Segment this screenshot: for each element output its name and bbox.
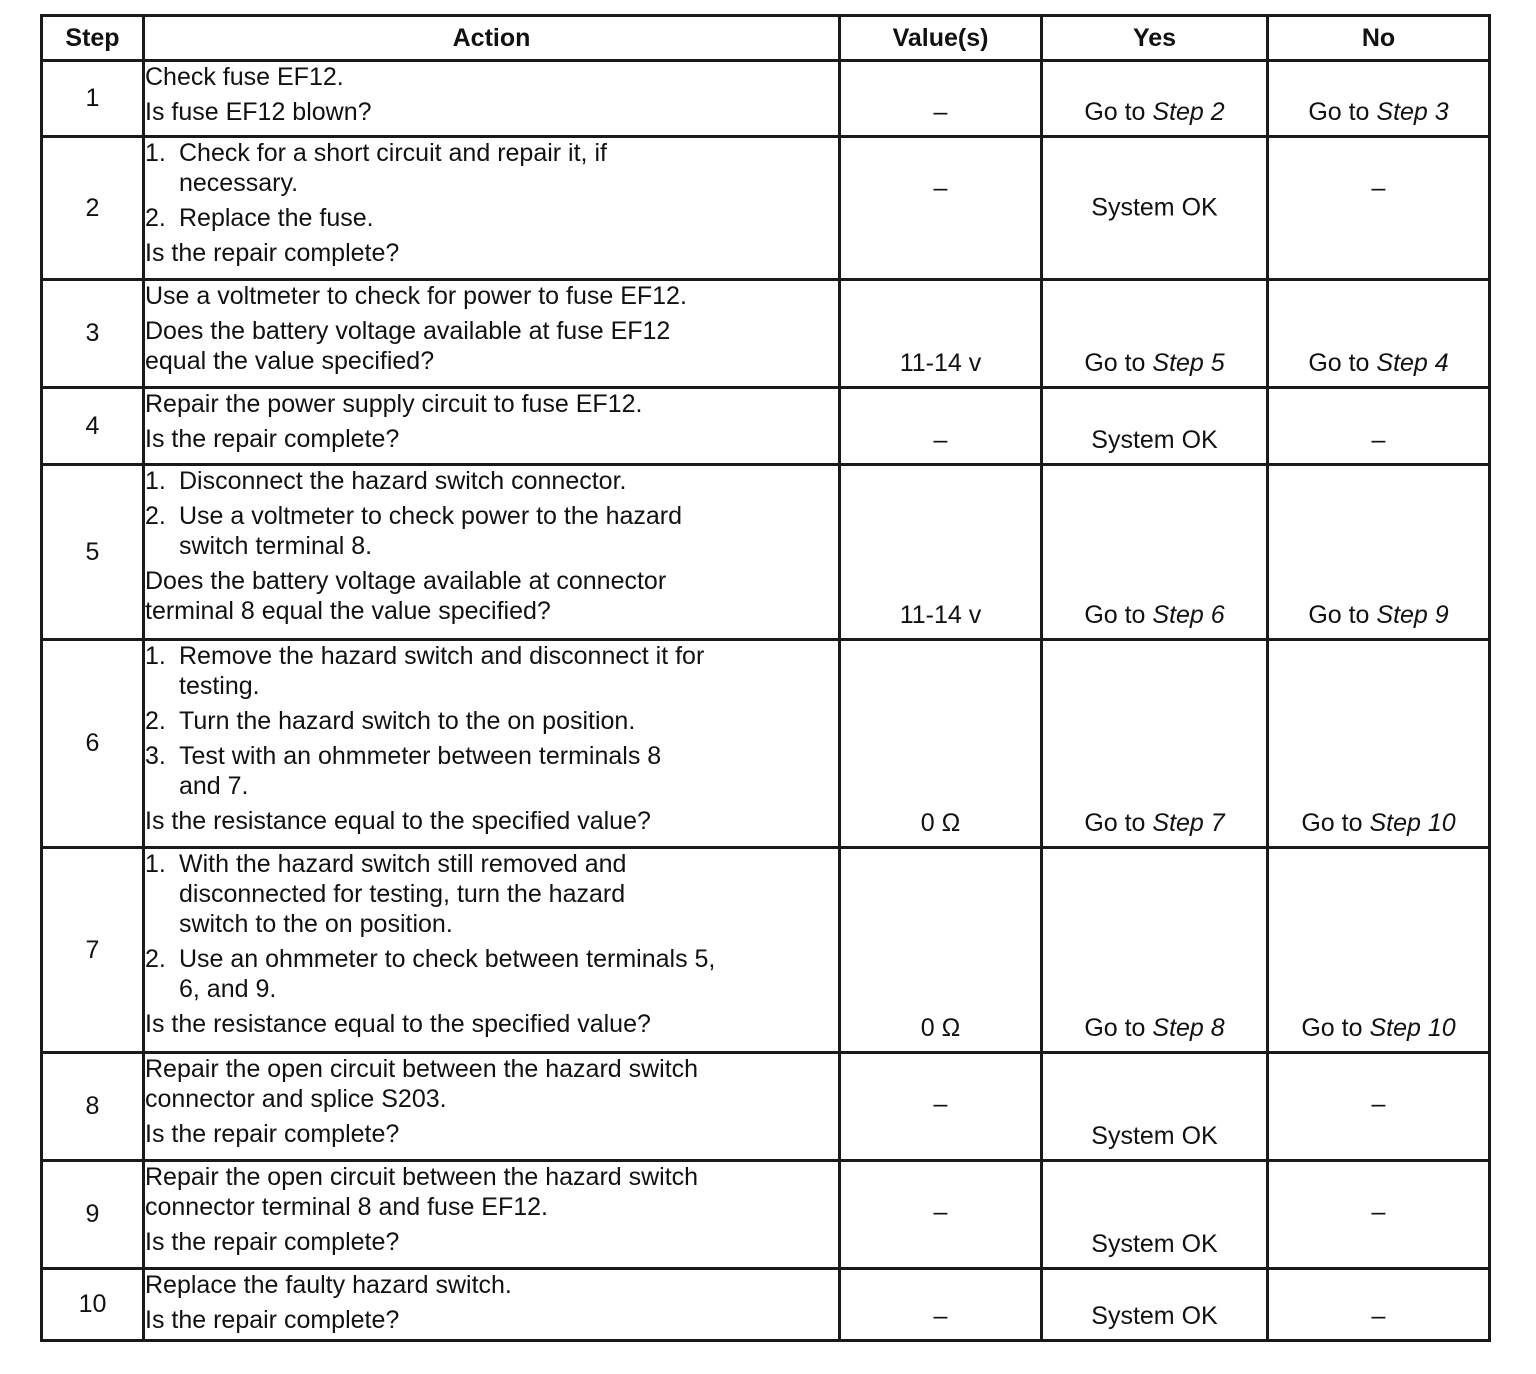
goto-prefix: Go to (1301, 809, 1370, 837)
action-continuation-line: disconnected for testing, turn the hazard (179, 880, 626, 908)
step-number: 4 (42, 388, 144, 465)
value-text: – (933, 426, 948, 454)
table-row (42, 280, 1490, 388)
step-reference: Step 9 (1376, 601, 1449, 629)
step-number: 5 (42, 465, 144, 640)
step-number: 1 (42, 61, 144, 137)
action-cell (144, 1053, 840, 1161)
value-text: – (933, 1302, 948, 1330)
value-text: – (933, 98, 948, 126)
action-line-number: 2. (145, 945, 166, 973)
step-reference: Step 4 (1376, 349, 1449, 377)
action-line: Replace the faulty hazard switch. (145, 1271, 512, 1299)
action-line: Is the repair complete? (145, 1228, 400, 1256)
goto-prefix: Go to (1308, 601, 1377, 629)
no-cell (1268, 61, 1490, 137)
step-reference: Step 3 (1376, 98, 1449, 126)
no-goto (1269, 1014, 1488, 1043)
action-line: Use a voltmeter to check for power to fuse EF12. (145, 282, 687, 310)
value-cell (840, 1161, 1042, 1269)
value-text: 0 Ω (920, 809, 961, 837)
yes-cell (1042, 280, 1268, 388)
no-cell (1268, 280, 1490, 388)
value-cell (840, 137, 1042, 280)
yes-cell (1042, 848, 1268, 1053)
no-cell (1268, 1161, 1490, 1269)
action-continuation-line: testing. (179, 672, 260, 700)
value-text: 11-14 v (899, 601, 982, 629)
action-line-number: 3. (145, 742, 166, 770)
value-text: – (933, 1090, 948, 1118)
action-continuation-line: connector terminal 8 and fuse EF12. (145, 1193, 549, 1221)
action-numbered-line (145, 706, 838, 736)
value-cell (840, 465, 1042, 640)
header-step: Step (42, 16, 144, 61)
action-line: Is the repair complete? (145, 425, 400, 453)
action-line: Repair the open circuit between the hazard switch (145, 1163, 699, 1191)
table-row (42, 848, 1490, 1053)
action-line: Is the resistance equal to the specified value? (145, 807, 651, 835)
action-line-text: With the hazard switch still removed and (179, 850, 627, 878)
yes-goto (1043, 349, 1266, 378)
no-cell (1268, 465, 1490, 640)
action-line: Is the repair complete? (145, 1120, 400, 1148)
yes-text: System OK (1091, 1302, 1218, 1330)
action-line: Is the repair complete? (145, 239, 400, 267)
value-cell (840, 1053, 1042, 1161)
no-text: – (1371, 426, 1386, 454)
table-row (42, 61, 1490, 137)
no-cell (1268, 848, 1490, 1053)
action-line-text: Replace the fuse. (179, 204, 374, 232)
action-line: Is fuse EF12 blown? (145, 98, 372, 126)
step-number: 2 (42, 137, 144, 280)
yes-goto (1043, 98, 1266, 127)
yes-text: System OK (1091, 1230, 1218, 1258)
yes-text: System OK (1091, 426, 1218, 454)
action-cell (144, 1269, 840, 1341)
header-no: No (1268, 16, 1490, 61)
header-yes: Yes (1042, 16, 1268, 61)
action-line-number: 1. (145, 642, 166, 670)
value-cell (840, 1269, 1042, 1341)
action-line: Is the repair complete? (145, 1306, 400, 1334)
action-continuation-line: connector and splice S203. (145, 1085, 447, 1113)
goto-prefix: Go to (1084, 349, 1153, 377)
table-row (42, 1269, 1490, 1341)
yes-cell (1042, 1269, 1268, 1341)
value-cell (840, 640, 1042, 848)
table-row (42, 137, 1490, 280)
no-goto (1269, 809, 1488, 838)
action-numbered-line (145, 501, 838, 531)
step-reference: Step 2 (1152, 98, 1225, 126)
action-numbered-line (145, 944, 838, 974)
no-cell (1268, 137, 1490, 280)
action-cell (144, 137, 840, 280)
yes-cell (1042, 61, 1268, 137)
step-number: 9 (42, 1161, 144, 1269)
action-line: Repair the power supply circuit to fuse EF12. (145, 390, 643, 418)
action-line-text: Turn the hazard switch to the on position. (179, 707, 636, 735)
action-cell (144, 280, 840, 388)
goto-prefix: Go to (1084, 1014, 1153, 1042)
table-row (42, 388, 1490, 465)
header-value: Value(s) (840, 16, 1042, 61)
action-continuation-line: terminal 8 equal the value specified? (145, 597, 551, 625)
value-cell (840, 61, 1042, 137)
action-line-text: Test with an ohmmeter between terminals 8 (179, 742, 662, 770)
goto-prefix: Go to (1308, 349, 1377, 377)
action-line-number: 2. (145, 707, 166, 735)
yes-text: System OK (1091, 193, 1218, 222)
no-text: – (1371, 1198, 1386, 1226)
action-numbered-line (145, 466, 838, 496)
value-cell (840, 280, 1042, 388)
step-number: 8 (42, 1053, 144, 1161)
value-text: – (933, 1198, 948, 1226)
goto-prefix: Go to (1301, 1014, 1370, 1042)
table-row (42, 1053, 1490, 1161)
action-cell (144, 388, 840, 465)
step-number: 7 (42, 848, 144, 1053)
step-reference: Step 6 (1152, 601, 1225, 629)
action-continuation-line: 6, and 9. (179, 975, 277, 1003)
action-line: Does the battery voltage available at fuse EF12 (145, 317, 671, 345)
no-cell (1268, 640, 1490, 848)
step-reference: Step 10 (1369, 1014, 1456, 1042)
yes-cell (1042, 640, 1268, 848)
action-numbered-line (145, 138, 838, 168)
action-line-number: 1. (145, 139, 166, 167)
action-numbered-line (145, 203, 838, 233)
value-cell (840, 388, 1042, 465)
yes-goto (1043, 809, 1266, 838)
no-text: – (1371, 1302, 1386, 1330)
action-line-number: 1. (145, 850, 166, 878)
action-line: Check fuse EF12. (145, 63, 344, 91)
no-text: – (1371, 174, 1386, 202)
action-line-number: 1. (145, 467, 166, 495)
no-goto (1269, 349, 1488, 378)
diagnostic-table (40, 14, 1491, 1342)
action-line-text: Remove the hazard switch and disconnect it for (179, 642, 705, 670)
action-line: Does the battery voltage available at connector (145, 567, 667, 595)
yes-cell (1042, 465, 1268, 640)
goto-prefix: Go to (1084, 809, 1153, 837)
step-reference: Step 10 (1369, 809, 1456, 837)
yes-cell (1042, 1161, 1268, 1269)
action-line: Repair the open circuit between the hazard switch (145, 1055, 699, 1083)
header-action: Action (144, 16, 840, 61)
no-goto (1269, 601, 1488, 630)
action-cell (144, 848, 840, 1053)
yes-text: System OK (1091, 1122, 1218, 1150)
goto-prefix: Go to (1308, 98, 1377, 126)
yes-cell (1042, 137, 1268, 280)
action-line-number: 2. (145, 204, 166, 232)
value-text: 11-14 v (899, 349, 982, 377)
action-line-text: Use an ohmmeter to check between terminals 5, (179, 945, 716, 973)
step-reference: Step 7 (1152, 809, 1225, 837)
table-row (42, 1161, 1490, 1269)
value-text: 0 Ω (920, 1014, 961, 1042)
value-text: – (933, 174, 948, 202)
yes-goto (1043, 601, 1266, 630)
step-number: 6 (42, 640, 144, 848)
action-line-text: Check for a short circuit and repair it, if (179, 139, 607, 167)
yes-goto (1043, 1014, 1266, 1043)
action-numbered-line (145, 849, 838, 879)
value-cell (840, 848, 1042, 1053)
action-continuation-line: switch to the on position. (179, 910, 453, 938)
no-cell (1268, 1269, 1490, 1341)
goto-prefix: Go to (1084, 601, 1153, 629)
action-continuation-line: necessary. (179, 169, 299, 197)
action-cell (144, 640, 840, 848)
no-cell (1268, 388, 1490, 465)
step-number: 3 (42, 280, 144, 388)
yes-cell (1042, 1053, 1268, 1161)
action-cell (144, 1161, 840, 1269)
action-cell (144, 465, 840, 640)
yes-cell (1042, 388, 1268, 465)
table-row (42, 465, 1490, 640)
action-line-number: 2. (145, 502, 166, 530)
action-numbered-line (145, 641, 838, 671)
no-goto (1269, 98, 1488, 127)
no-cell (1268, 1053, 1490, 1161)
action-numbered-line (145, 741, 838, 771)
action-cell (144, 61, 840, 137)
step-reference: Step 8 (1152, 1014, 1225, 1042)
action-continuation-line: switch terminal 8. (179, 532, 373, 560)
step-reference: Step 5 (1152, 349, 1225, 377)
action-continuation-line: and 7. (179, 772, 249, 800)
action-line-text: Disconnect the hazard switch connector. (179, 467, 627, 495)
action-continuation-line: equal the value specified? (145, 347, 435, 375)
action-line: Is the resistance equal to the specified value? (145, 1010, 651, 1038)
action-line-text: Use a voltmeter to check power to the hazard (179, 502, 683, 530)
step-number: 10 (42, 1269, 144, 1341)
no-text: – (1371, 1090, 1386, 1118)
goto-prefix: Go to (1084, 98, 1153, 126)
table-row (42, 640, 1490, 848)
header-row (42, 16, 1490, 61)
